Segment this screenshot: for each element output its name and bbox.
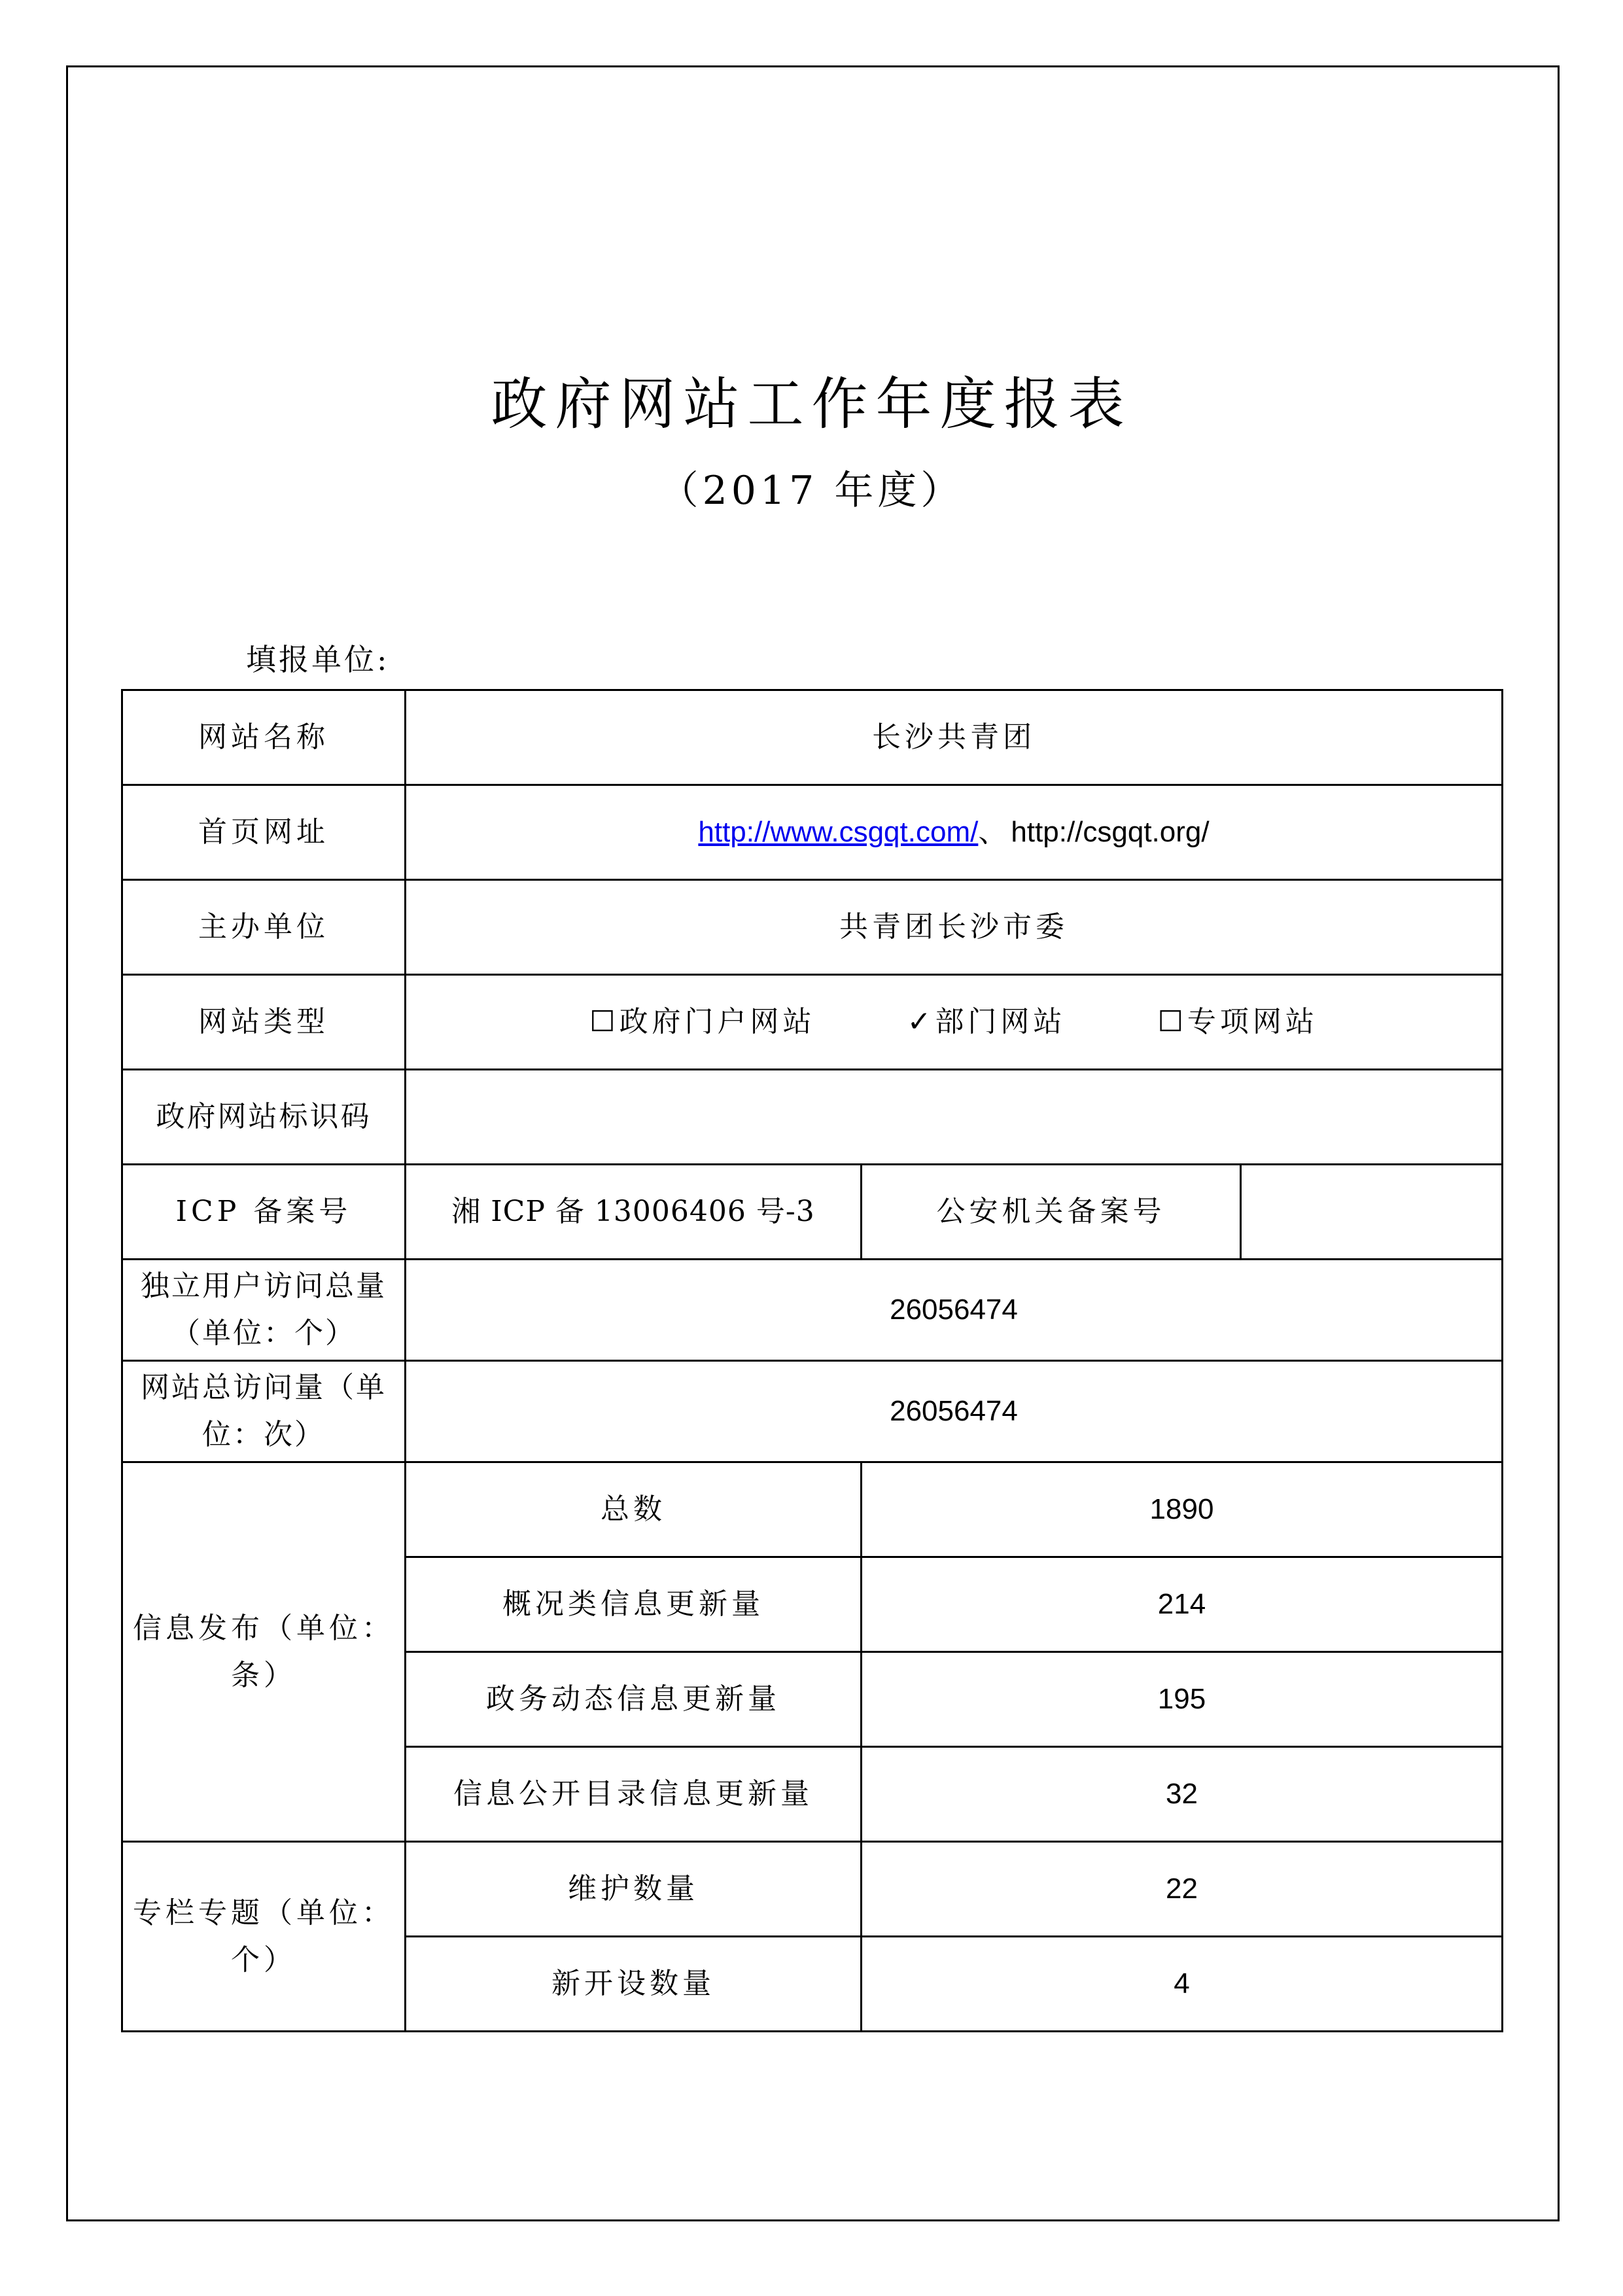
columns-item-value: 22 bbox=[862, 1842, 1503, 1937]
row-sponsor bbox=[122, 880, 1503, 975]
columns-label: 专栏专题（单位：个） bbox=[122, 1842, 406, 2032]
site-name-value: 长沙共青团 bbox=[406, 690, 1503, 785]
page-title: 政府网站工作年度报表 bbox=[491, 372, 1132, 437]
homepage-url-primary-link[interactable]: http://www.csgqt.com/ bbox=[698, 816, 979, 848]
sponsor-label: 主办单位 bbox=[122, 880, 406, 975]
identifier-value bbox=[406, 1070, 1503, 1165]
columns-item-name: 维护数量 bbox=[406, 1842, 862, 1937]
total-visits-value: 26056474 bbox=[406, 1361, 1503, 1462]
unchecked-box-icon: ☐ bbox=[589, 1005, 620, 1038]
checkmark-icon: ✓ bbox=[907, 1005, 935, 1038]
site-type-option-portal[interactable] bbox=[589, 998, 815, 1046]
homepage-url-secondary: http://csgqt.org/ bbox=[1011, 816, 1210, 848]
info-item-value: 32 bbox=[862, 1747, 1503, 1842]
homepage-url-separator: 、 bbox=[978, 815, 1011, 849]
info-item-name: 信息公开目录信息更新量 bbox=[406, 1747, 862, 1842]
columns-item-value: 4 bbox=[862, 1937, 1503, 2032]
unique-visitors-label: 独立用户访问总量（单位：个） bbox=[122, 1260, 406, 1361]
identifier-label: 政府网站标识码 bbox=[122, 1070, 406, 1165]
info-item-name: 政务动态信息更新量 bbox=[406, 1652, 862, 1747]
site-name-label: 网站名称 bbox=[122, 690, 406, 785]
option-text: 政府门户网站 bbox=[619, 1005, 816, 1038]
row-homepage bbox=[122, 785, 1503, 880]
site-type-option-special[interactable] bbox=[1157, 998, 1318, 1046]
info-publish-label: 信息发布（单位：条） bbox=[122, 1462, 406, 1842]
police-record-value bbox=[1241, 1165, 1503, 1260]
unchecked-box-icon: ☐ bbox=[1157, 1005, 1187, 1038]
site-type-options bbox=[406, 975, 1503, 1070]
info-item-value: 214 bbox=[862, 1557, 1503, 1652]
info-item-name: 总数 bbox=[406, 1462, 862, 1557]
option-text: 专项网站 bbox=[1187, 1005, 1318, 1038]
option-text: 部门网站 bbox=[935, 1005, 1066, 1038]
row-icp bbox=[122, 1165, 1503, 1260]
site-type-option-department[interactable] bbox=[907, 998, 1066, 1046]
report-table bbox=[121, 689, 1503, 2032]
columns-item-name: 新开设数量 bbox=[406, 1937, 862, 2032]
row-unique-visitors bbox=[122, 1260, 1503, 1361]
info-item-value: 1890 bbox=[862, 1462, 1503, 1557]
info-item-name: 概况类信息更新量 bbox=[406, 1557, 862, 1652]
row-info-total bbox=[122, 1462, 1503, 1557]
info-item-value: 195 bbox=[862, 1652, 1503, 1747]
icp-label: ICP 备案号 bbox=[122, 1165, 406, 1260]
unique-visitors-value: 26056474 bbox=[406, 1260, 1503, 1361]
row-total-visits bbox=[122, 1361, 1503, 1462]
homepage-label: 首页网址 bbox=[122, 785, 406, 880]
icp-value: 湘 ICP 备 13006406 号-3 bbox=[406, 1165, 862, 1260]
row-site-name bbox=[122, 690, 1503, 785]
row-site-type bbox=[122, 975, 1503, 1070]
row-identifier bbox=[122, 1070, 1503, 1165]
filler-label: 填报单位: bbox=[246, 642, 390, 677]
sponsor-value: 共青团长沙市委 bbox=[406, 880, 1503, 975]
page-subtitle: （2017 年度） bbox=[659, 468, 964, 514]
row-columns-maintained bbox=[122, 1842, 1503, 1937]
total-visits-label: 网站总访问量（单位：次） bbox=[122, 1361, 406, 1462]
site-type-label: 网站类型 bbox=[122, 975, 406, 1070]
homepage-value bbox=[406, 785, 1503, 880]
police-record-label: 公安机关备案号 bbox=[862, 1165, 1241, 1260]
